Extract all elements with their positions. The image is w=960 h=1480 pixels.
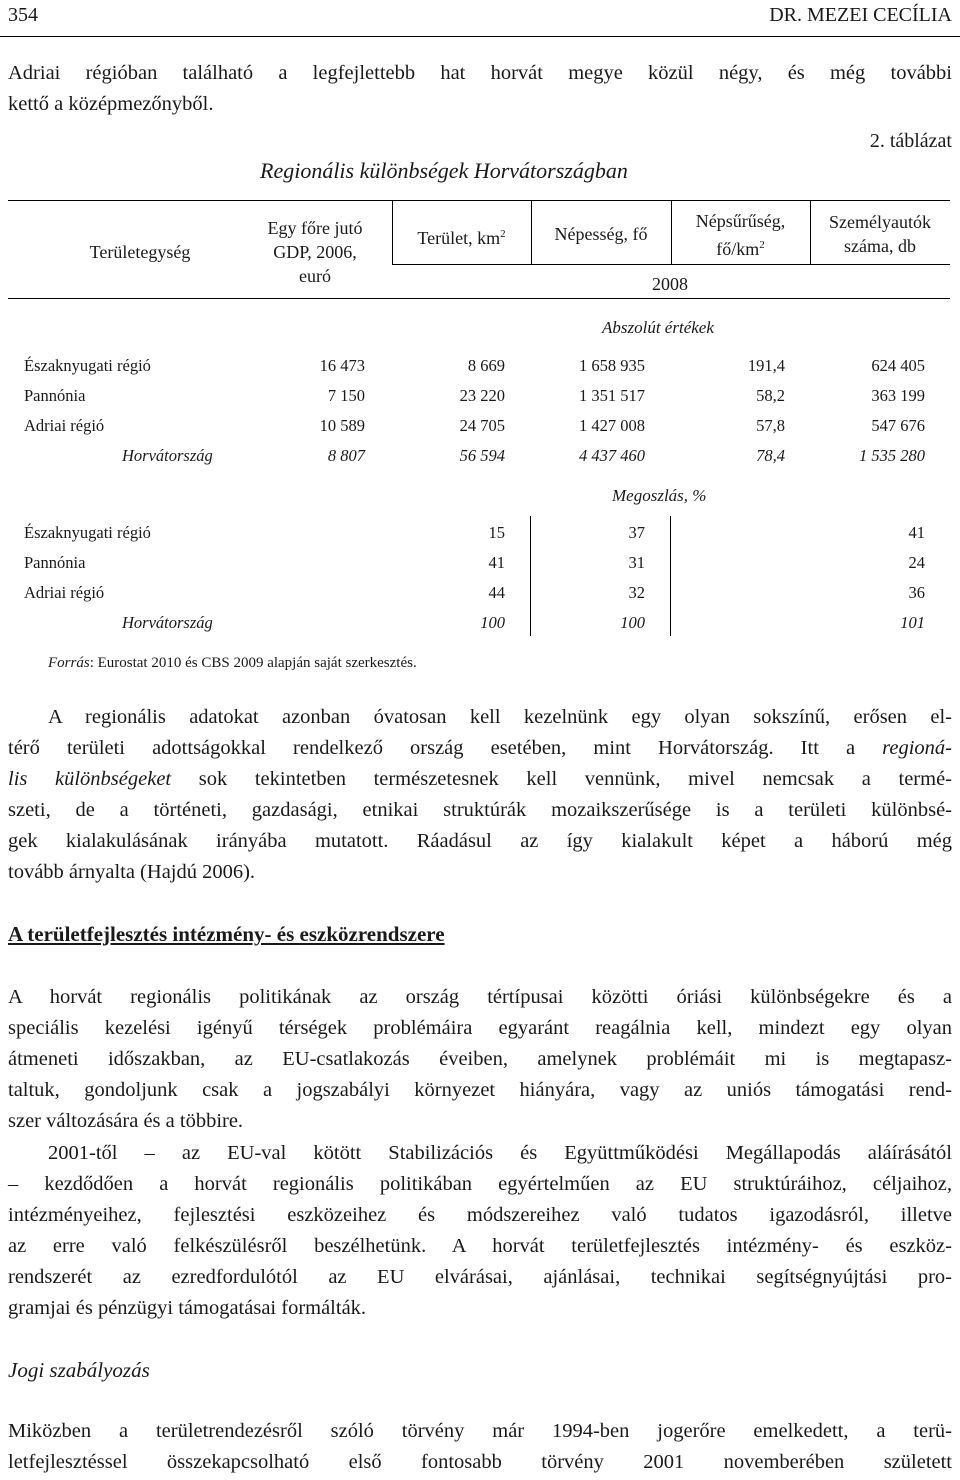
cell-unit: Pannónia: [24, 553, 86, 572]
header-area: [392, 222, 531, 250]
cell-unit: Pannónia: [24, 386, 86, 405]
cell-gdp: 10 589: [319, 416, 365, 435]
paragraph-line: szer változására és a többire.: [8, 1110, 244, 1132]
paragraph-line: gramjai és pénzügyi támogatásai formálták.: [8, 1297, 367, 1319]
cell-population: 1 427 008: [579, 416, 645, 435]
section-absolute: Abszolút értékek: [602, 318, 714, 337]
paragraph-line: – kezdődően a horvát regionális politikában egyértelműen az EU struktúráihoz, céljaihoz,: [8, 1173, 952, 1195]
section-heading: A területfejlesztés intézmény- és eszközrendszere: [8, 922, 445, 946]
running-author: DR. MEZEI CECÍLIA: [769, 4, 952, 26]
paragraph-line: A horvát regionális politikának az ország tértípusai közötti óriási különbségekre és a: [8, 986, 952, 1008]
subheading: Jogi szabályozás: [8, 1358, 150, 1382]
header-unit: Területegység: [89, 242, 191, 262]
emphasis-run: regioná-: [882, 737, 952, 759]
header-density-sup: 2: [759, 239, 765, 251]
section-share: Megoszlás, %: [612, 486, 707, 505]
header-density-unit: fő/km: [716, 239, 760, 259]
paragraph-line: rendszerét az ezredfordulótól az EU elvárásai, ajánlásai, technikai segítségnyújtási pro-: [8, 1266, 952, 1288]
paragraph-line: speciális kezelési igényű térségek problémáira egyaránt reagálnia kell, mindezt egy olyan: [8, 1017, 952, 1039]
cell-population: 32: [628, 583, 645, 602]
cell-unit: Horvátország: [122, 613, 213, 632]
cell-population: 1 351 517: [579, 386, 645, 405]
cell-cars: 363 199: [871, 386, 925, 405]
cell-cars: 1 535 280: [859, 446, 925, 465]
text-run: sok tekintetben természetesnek kell vennünk, mivel nemcsak a termé-: [171, 768, 953, 790]
header-gdp-line-3: euró: [299, 266, 331, 286]
text-run: A regionális adatokat azonban óvatosan kell kezelnünk egy olyan sokszínű, erősen el-: [48, 706, 952, 728]
cell-unit: Adriai régió: [24, 416, 105, 435]
header-cars: [810, 210, 950, 258]
paragraph-line: [8, 702, 952, 733]
page-number: 354: [8, 4, 38, 26]
cell-population: 4 437 460: [579, 446, 645, 465]
share-col-sep-1: [530, 516, 531, 636]
table-source: [48, 655, 417, 672]
header-year: 2008: [652, 274, 688, 294]
paragraph-regional-policy: [8, 982, 952, 1137]
paragraph-line: Miközben a területrendezésről szóló törvény már 1994-ben jogerőre emelkedett, a terü-: [8, 1420, 952, 1442]
paragraph-line: 2001-től – az EU-val kötött Stabilizációs és Együttműködési Megállapodás aláírásától: [48, 1142, 952, 1164]
cell-gdp: 8 807: [327, 446, 365, 465]
header-cars-line-1: Személyautók: [829, 212, 931, 232]
header-density: [671, 209, 810, 261]
table-label: 2. táblázat: [869, 130, 952, 152]
paragraph-line: az erre való felkészülésről beszélhetünk. A horvát területfejlesztés intézmény- és eszköz-: [8, 1235, 952, 1257]
header-gdp-line-2: GDP, 2006,: [273, 242, 357, 262]
cell-cars: 547 676: [871, 416, 925, 435]
cell-unit: Adriai régió: [24, 583, 105, 602]
cell-cars: 101: [900, 613, 925, 632]
cell-area: 15: [488, 523, 505, 542]
table-header-rule: [8, 298, 950, 299]
text-run: szeti, de a történeti, gazdasági, etnikai struktúrák mozaikszerűsége is a területi különbsé-: [8, 799, 952, 821]
cell-area: 41: [488, 553, 505, 572]
paragraph-line: átmeneti időszakban, az EU-csatlakozás éveiben, amelynek problémáit mi is megtapasz-: [8, 1048, 952, 1070]
cell-population: 100: [620, 613, 645, 632]
cell-area: 23 220: [459, 386, 505, 405]
cell-population: 37: [628, 523, 645, 542]
source-label: Forrás: [48, 655, 90, 671]
cell-population: 1 658 935: [579, 356, 645, 375]
cell-cars: 24: [908, 553, 925, 572]
text-run: térő területi adottságokkal rendelkező ország esetében, mint Horvátország. Itt a: [8, 737, 883, 759]
source-text: : Eurostat 2010 és CBS 2009 alapján saját szerkesztés.: [89, 655, 417, 671]
text-run: tovább árnyalta (Hajdú 2006).: [8, 861, 256, 883]
cell-area: 44: [488, 583, 505, 602]
paragraph-line: [8, 764, 952, 795]
header-cars-line-2: száma, db: [844, 236, 916, 256]
emphasis-run: lis különbségeket: [8, 768, 172, 790]
cell-cars: 36: [908, 583, 925, 602]
cell-area: 100: [480, 613, 505, 632]
text-run: gek kialakulásának irányába mutatott. Ráadásul az így kialakult képet a háború még: [8, 830, 952, 852]
paragraph-line: [8, 795, 952, 826]
year-rule: [392, 264, 950, 265]
cell-gdp: 7 150: [327, 386, 365, 405]
paragraph-line: [8, 733, 952, 764]
cell-unit: Horvátország: [122, 446, 213, 465]
header-density-line-1: Népsűrűség,: [695, 211, 786, 231]
paragraph-line: [8, 826, 952, 857]
header-area-sup: 2: [500, 228, 506, 240]
paragraph-regional-data: [8, 702, 952, 888]
header-gdp-line-1: Egy főre jutó: [267, 218, 363, 238]
cell-area: 56 594: [459, 446, 505, 465]
cell-area: 24 705: [459, 416, 505, 435]
table-title: Regionális különbségek Horvátországban: [260, 158, 628, 183]
header-area-text: Terület, km: [417, 228, 501, 248]
cell-gdp: 16 473: [319, 356, 365, 375]
table-top-rule: [8, 200, 950, 201]
cell-area: 8 669: [467, 356, 505, 375]
share-col-sep-2: [670, 516, 671, 636]
cell-unit: Északnyugati régió: [24, 523, 151, 542]
paragraph-line: letfejlesztéssel összekapcsolható első fontosabb törvény 2001 novemberében született: [8, 1451, 952, 1473]
paragraph-legal: [8, 1416, 952, 1478]
cell-density: 78,4: [756, 446, 785, 465]
cell-cars: 41: [908, 523, 925, 542]
cell-population: 31: [628, 553, 645, 572]
header-density-line-2: [671, 233, 810, 261]
paragraph-line: taltuk, gondoljunk csak a jogszabályi környezet hiányára, vagy az uniós támogatási rend-: [8, 1079, 952, 1101]
cell-cars: 624 405: [871, 356, 925, 375]
cell-density: 58,2: [756, 386, 785, 405]
paragraph-line: intézményeihez, fejlesztési eszközeihez és módszereihez való tudatos igazodásról, illetve: [8, 1204, 952, 1226]
header-rule: [0, 36, 960, 37]
intro-line-2: kettő a középmezőnyből.: [8, 93, 214, 115]
intro-line-1: Adriai régióban található a legfejlettebb hat horvát megye közül négy, és még további: [8, 62, 952, 84]
header-gdp: [250, 216, 380, 288]
paragraph-line: [8, 857, 952, 888]
cell-density: 57,8: [756, 416, 785, 435]
paragraph-eu-alignment: [8, 1138, 952, 1324]
cell-density: 191,4: [747, 356, 785, 375]
cell-unit: Északnyugati régió: [24, 356, 151, 375]
header-population: Népesség, fő: [554, 224, 648, 244]
